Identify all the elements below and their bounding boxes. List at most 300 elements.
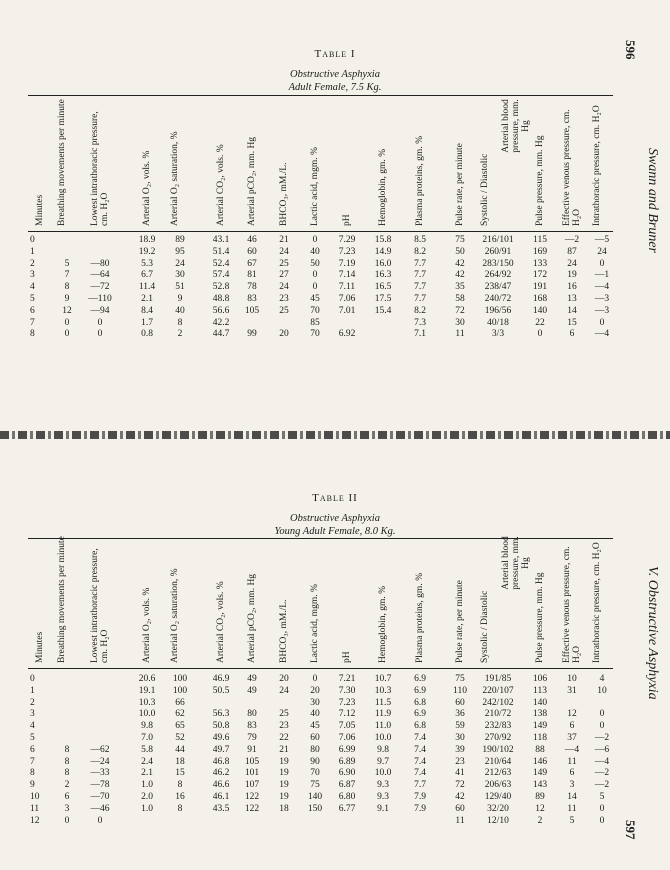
- table1-caption: [0, 48, 670, 94]
- table1-cell-r1-c8: 40: [310, 246, 320, 257]
- table1-cell-r6-c3: 8.4: [141, 305, 153, 316]
- table2-cell-r3-c13: 210/72: [484, 709, 512, 720]
- table1-cell-r4-c14: 191: [532, 282, 548, 293]
- table1-col-header-8: Lactic acid, mgm. %: [310, 147, 320, 226]
- table1-cell-r1-c9: 7.23: [338, 246, 356, 257]
- table1-cell-r1-c13: 260/91: [484, 246, 512, 257]
- table2-cell-r11-c11: 7.9: [414, 803, 426, 814]
- table2-cell-r5-c11: 7.4: [414, 733, 426, 743]
- table1-cell-r5-c14: 168: [532, 294, 548, 304]
- table2-cell-r10-c16: 5: [599, 792, 605, 802]
- table2-cell-r7-c8: 90: [310, 756, 320, 767]
- table1-cell-r8-c16: —4: [594, 329, 610, 340]
- table2-cell-r6-c2: —62: [90, 744, 110, 755]
- table2-cell-r5-c5: 49.6: [212, 733, 230, 743]
- table2-bp-header: Arterial blood pressure, mm. Hg: [501, 536, 531, 590]
- table2-cell-r4-c3: 9.8: [141, 721, 153, 732]
- table2-cell-r4-c10: 11.0: [374, 721, 392, 732]
- table1-cell-r8-c8: 70: [310, 329, 320, 340]
- table2-cell-r7-c3: 2.4: [141, 756, 153, 767]
- table1-cell-r0-c12: 75: [455, 235, 465, 245]
- table2-cell-r6-c8: 80: [310, 744, 320, 755]
- table2-cell-r3-c9: 7.12: [338, 709, 356, 720]
- table2-cell-r12-c13: 12/10: [487, 815, 509, 826]
- table1-cell-r8-c3: 0.8: [141, 329, 153, 340]
- table2-cell-r12-c14: 2: [537, 815, 543, 826]
- table1-cell-r6-c16: —3: [594, 305, 610, 316]
- table1-cell-r8-c7: 20: [279, 329, 289, 340]
- table2-cell-r12-c0: 12: [30, 815, 40, 826]
- table1-col-header-16: Intrathoracic pressure, cm. H₂O: [592, 105, 602, 226]
- table2-col-header-1: Breathing movements per minute: [57, 536, 67, 663]
- table2-cell-r1-c11: 6.9: [414, 685, 426, 696]
- table2-cell-r9-c4: 8: [177, 780, 183, 791]
- table2-cell-r9-c2: —78: [90, 780, 110, 791]
- table2-cell-r4-c15: 6: [569, 721, 575, 732]
- table1-cell-r8-c11: 7.1: [414, 329, 426, 340]
- table1-cell-r5-c3: 2.1: [141, 294, 153, 304]
- table1-col-header-1: Breathing movements per minute: [57, 99, 67, 226]
- table2-cell-r11-c3: 1.0: [141, 803, 153, 814]
- table1-cell-r7-c16: 0: [599, 317, 605, 328]
- table1-cell-r8-c0: 8: [30, 329, 35, 340]
- table2-cell-r9-c5: 46.6: [212, 780, 230, 791]
- table2-cell-r7-c2: —24: [90, 756, 110, 767]
- table2-cell-r11-c13: 32/20: [487, 803, 509, 814]
- table2-cell-r7-c4: 18: [175, 756, 185, 767]
- table2-cell-r6-c13: 190/102: [482, 744, 514, 755]
- table2-cell-r5-c10: 10.0: [374, 733, 392, 743]
- table2-label: Table II: [312, 492, 358, 504]
- table1-cell-r4-c8: 0: [312, 282, 318, 293]
- table1-cell-r0-c15: —2: [564, 235, 580, 245]
- table2-cell-r10-c3: 2.0: [141, 792, 153, 802]
- table2-cell-r9-c9: 6.87: [338, 780, 356, 791]
- table1-col-header-3: Arterial O₂, vols. %: [142, 150, 152, 226]
- table2-cell-r3-c15: 12: [567, 709, 577, 720]
- table1-cell-r6-c5: 56.6: [212, 305, 230, 316]
- table1-cell-r7-c12: 30: [455, 317, 465, 328]
- table2-cell-r11-c16: 0: [599, 803, 605, 814]
- table1-cell-r5-c8: 45: [310, 294, 320, 304]
- table1-cell-r3-c0: 3: [30, 270, 35, 281]
- table2-cell-r10-c14: 89: [535, 792, 545, 802]
- table2-cell-r8-c15: 6: [569, 768, 575, 779]
- table2-cell-r5-c14: 118: [533, 733, 547, 743]
- table2-cell-r6-c0: 6: [30, 744, 35, 755]
- table2-cell-r12-c1: 0: [64, 815, 70, 826]
- table2-cell-r7-c12: 23: [455, 756, 465, 767]
- table1-cell-r6-c0: 6: [30, 305, 35, 316]
- table2-cell-r9-c15: 3: [569, 780, 575, 791]
- table1-cell-r6-c4: 40: [175, 305, 185, 316]
- table2-cell-r10-c6: 122: [244, 792, 260, 802]
- table1-cell-r6-c11: 8.2: [414, 305, 426, 316]
- table2-cell-r1-c0: 1: [30, 685, 35, 696]
- table2-cell-r0-c14: 106: [532, 674, 548, 684]
- table1-cell-r1-c12: 50: [455, 246, 465, 257]
- table1-cell-r7-c13: 40/18: [487, 317, 509, 328]
- table1-cell-r0-c0: 0: [30, 235, 35, 245]
- table2-cell-r7-c7: 19: [279, 756, 289, 767]
- page-number-left: 596: [623, 40, 638, 60]
- table2-subtitle: Young Adult Female, 8.0 Kg.: [274, 526, 396, 537]
- table2-cell-r3-c8: 40: [310, 709, 320, 720]
- table2-cell-r0-c0: 0: [30, 674, 35, 684]
- table2-cell-r12-c12: 11: [455, 815, 465, 826]
- table1-cell-r6-c7: 25: [279, 305, 289, 316]
- table2-cell-r1-c5: 50.5: [212, 685, 230, 696]
- table2-cell-r4-c5: 50.8: [212, 721, 230, 732]
- table1-cell-r6-c10: 15.4: [374, 305, 392, 316]
- table2-cell-r8-c12: 41: [455, 768, 465, 779]
- table2-col-header-6: Arterial pCO₂, mm. Hg: [247, 573, 257, 663]
- table1-cell-r1-c10: 14.9: [374, 246, 392, 257]
- table2-col-header-7: BHCO₃, mM./L.: [279, 599, 289, 663]
- table1-col-header-0: Minutes: [35, 194, 45, 226]
- table2-cell-r6-c1: 8: [64, 744, 70, 755]
- table1-cell-r2-c6: 67: [247, 258, 257, 269]
- table2-cell-r10-c5: 46.1: [212, 792, 230, 802]
- table1-col-header-10: Hemoglobin, gm. %: [378, 148, 388, 226]
- table1-cell-r0-c14: 115: [533, 235, 547, 245]
- table2-cell-r8-c13: 212/63: [484, 768, 512, 779]
- table2-cell-r3-c6: 80: [247, 709, 257, 720]
- table2-cell-r4-c13: 232/83: [484, 721, 512, 732]
- table1-cell-r7-c15: 15: [567, 317, 577, 328]
- table2-cell-r8-c11: 7.4: [414, 768, 426, 779]
- table1-cell-r6-c1: 12: [62, 305, 72, 316]
- table2-cell-r7-c13: 210/64: [484, 756, 512, 767]
- table1-cell-r8-c13: 3/3: [491, 329, 505, 340]
- table2-cell-r9-c10: 9.3: [377, 780, 389, 791]
- table2-cell-r6-c16: —6: [594, 744, 610, 755]
- table2-cell-r10-c15: 14: [567, 792, 577, 802]
- table2-col-header-0: Minutes: [35, 631, 45, 663]
- table1-cell-r4-c6: 78: [247, 282, 257, 293]
- table2-col-header-10: Hemoglobin, gm. %: [378, 585, 388, 663]
- table2-cell-r5-c16: —2: [594, 733, 610, 743]
- table2-cell-r9-c12: 72: [455, 780, 465, 791]
- table2-col-header-2: Lowest intrathoracic pressure, cm. H₂O: [90, 548, 110, 663]
- table1-bp-header: Arterial blood pressure, mm. Hg: [501, 99, 531, 153]
- table2-cell-r1-c13: 220/107: [482, 685, 514, 696]
- table2-cell-r9-c1: 2: [64, 780, 70, 791]
- table2-cell-r7-c1: 8: [64, 756, 70, 767]
- table1-title: Obstructive Asphyxia: [290, 69, 380, 80]
- table1-cell-r2-c0: 2: [30, 258, 35, 269]
- table1-cell-r2-c16: 0: [599, 258, 605, 269]
- table2-cell-r2-c14: 140: [532, 697, 548, 708]
- table1-cell-r7-c4: 8: [177, 317, 183, 328]
- table2-cell-r11-c7: 18: [279, 803, 289, 814]
- table2-cell-r10-c12: 42: [455, 792, 465, 802]
- table1-cell-r2-c12: 42: [455, 258, 465, 269]
- table2-cell-r8-c2: —33: [90, 768, 110, 779]
- table2-cell-r2-c0: 2: [30, 697, 35, 708]
- table2-cell-r6-c14: 88: [535, 744, 545, 755]
- table2-cell-r8-c1: 8: [64, 768, 70, 779]
- table2-cell-r3-c11: 6.9: [414, 709, 426, 720]
- table1-cell-r5-c1: 9: [64, 294, 70, 304]
- table1-cell-r6-c2: —94: [90, 305, 110, 316]
- table1-cell-r5-c0: 5: [30, 294, 35, 304]
- table1-col-header-2: Lowest intrathoracic pressure, cm. H₂O: [90, 111, 110, 226]
- table1-cell-r1-c3: 19.2: [138, 246, 156, 257]
- table2-cell-r8-c14: 149: [532, 768, 548, 779]
- table2-cell-r2-c8: 30: [310, 697, 320, 708]
- table1-cell-r4-c11: 7.7: [414, 282, 426, 293]
- table2-cell-r0-c9: 7.21: [338, 674, 356, 684]
- table1-cell-r8-c4: 2: [177, 329, 183, 340]
- table1-cell-r1-c5: 51.4: [212, 246, 230, 257]
- table2-cell-r2-c10: 11.5: [374, 697, 392, 708]
- table2-cell-r4-c12: 59: [455, 721, 465, 732]
- table1-cell-r5-c5: 48.8: [212, 294, 230, 304]
- table1-cell-r3-c4: 30: [175, 270, 185, 281]
- table1-cell-r0-c8: 0: [312, 235, 318, 245]
- table1-cell-r4-c3: 11.4: [138, 282, 156, 293]
- table2-header-rule: [28, 668, 613, 669]
- table2-cell-r11-c0: 11: [30, 803, 40, 814]
- table2-cell-r9-c0: 9: [30, 780, 35, 791]
- table1-cell-r2-c13: 283/150: [482, 258, 514, 269]
- table2-col-header-4: Arterial O₂ saturation, %: [170, 568, 180, 663]
- table2-cell-r12-c2: 0: [97, 815, 103, 826]
- table1-cell-r3-c8: 0: [312, 270, 318, 281]
- table1-cell-r5-c2: —110: [88, 294, 112, 304]
- table1-cell-r3-c5: 57.4: [212, 270, 230, 281]
- table2-cell-r3-c3: 10.0: [138, 709, 156, 720]
- table2-cell-r2-c11: 6.8: [414, 697, 426, 708]
- running-head-authors: Swann and Bruner: [645, 148, 660, 253]
- table2-cell-r8-c8: 70: [310, 768, 320, 779]
- table2-cell-r0-c7: 20: [279, 674, 289, 684]
- table2-col-header-9: pH: [342, 651, 352, 663]
- table1-cell-r4-c5: 52.8: [212, 282, 230, 293]
- table2-cell-r3-c10: 11.9: [374, 709, 392, 720]
- table2-cell-r1-c14: 113: [533, 685, 547, 696]
- table1-cell-r3-c11: 7.7: [414, 270, 426, 281]
- table2-cell-r7-c5: 46.8: [212, 756, 230, 767]
- table1-cell-r4-c7: 24: [279, 282, 289, 293]
- table2-cell-r0-c15: 10: [567, 674, 577, 684]
- table2-cell-r7-c6: 105: [244, 756, 260, 767]
- table1-cell-r0-c11: 8.5: [414, 235, 426, 245]
- table1-cell-r2-c9: 7.19: [338, 258, 356, 269]
- table1-cell-r3-c14: 172: [532, 270, 548, 281]
- table2-cell-r11-c12: 60: [455, 803, 465, 814]
- table2-cell-r9-c8: 75: [310, 780, 320, 791]
- table1-cell-r7-c8: 85: [310, 317, 320, 328]
- table2-cell-r4-c6: 83: [247, 721, 257, 732]
- table1-cell-r2-c15: 24: [567, 258, 577, 269]
- table1-cell-r2-c3: 5.3: [141, 258, 153, 269]
- table1-cell-r2-c5: 52.4: [212, 258, 230, 269]
- table1-cell-r7-c2: 0: [97, 317, 103, 328]
- table2-col-header-8: Lactic acid, mgm. %: [310, 584, 320, 663]
- table2-cell-r11-c6: 122: [244, 803, 260, 814]
- table2-cell-r4-c4: 65: [175, 721, 185, 732]
- table2-cell-r0-c5: 46.9: [212, 674, 230, 684]
- table1-cell-r0-c9: 7.29: [338, 235, 356, 245]
- table2-cell-r5-c13: 270/92: [484, 733, 512, 743]
- table1-cell-r8-c2: 0: [97, 329, 103, 340]
- table1-cell-r5-c12: 58: [455, 294, 465, 304]
- table2-cell-r0-c6: 49: [247, 674, 257, 684]
- table1-cell-r8-c15: 6: [569, 329, 575, 340]
- table2-cell-r7-c9: 6.89: [338, 756, 356, 767]
- table2-cell-r10-c1: 6: [64, 792, 70, 802]
- table2-cell-r2-c3: 10.3: [138, 697, 156, 708]
- table1-cell-r4-c15: 16: [567, 282, 577, 293]
- table2-cell-r5-c0: 5: [30, 733, 35, 743]
- table2-cell-r2-c4: 66: [175, 697, 185, 708]
- table2-cell-r11-c5: 43.5: [212, 803, 230, 814]
- table1-cell-r5-c6: 83: [247, 294, 257, 304]
- table2-cell-r7-c10: 9.7: [377, 756, 389, 767]
- table2-cell-r1-c3: 19.1: [138, 685, 156, 696]
- table1-cell-r2-c2: —80: [90, 258, 110, 269]
- table2-cell-r5-c8: 60: [310, 733, 320, 743]
- table1-cell-r0-c6: 46: [247, 235, 257, 245]
- table1-cell-r1-c15: 87: [567, 246, 577, 257]
- table1-cell-r3-c6: 81: [247, 270, 257, 281]
- table1-cell-r5-c16: —3: [594, 294, 610, 304]
- table1-cell-r5-c13: 240/72: [484, 294, 512, 304]
- table1-cell-r3-c12: 42: [455, 270, 465, 281]
- table1-cell-r6-c13: 196/56: [484, 305, 512, 316]
- table2-col-header-5: Arterial CO₂, vols. %: [216, 581, 226, 663]
- table1-cell-r7-c5: 42.2: [212, 317, 230, 328]
- table1-col-header-11: Plasma proteins, gm. %: [415, 136, 425, 226]
- table1-systolic-diastolic-header: Systolic / Diastolic: [480, 153, 490, 226]
- table1-cell-r8-c12: 11: [455, 329, 465, 340]
- table2-cell-r8-c6: 101: [244, 768, 260, 779]
- table2-cell-r3-c4: 62: [175, 709, 185, 720]
- table1-col-header-7: BHCO₃, mM./L.: [279, 162, 289, 226]
- table1-cell-r6-c6: 105: [244, 305, 260, 316]
- table1-cell-r0-c7: 21: [279, 235, 289, 245]
- table2-systolic-diastolic-header: Systolic / Diastolic: [480, 590, 490, 663]
- table2-cell-r10-c0: 10: [30, 792, 40, 802]
- table1-label: Table I: [314, 48, 356, 60]
- table2-cell-r11-c4: 8: [177, 803, 183, 814]
- table2-cell-r4-c8: 45: [310, 721, 320, 732]
- table2-cell-r6-c7: 21: [279, 744, 289, 755]
- table2-cell-r10-c4: 16: [175, 792, 185, 802]
- table2-cell-r0-c12: 75: [455, 674, 465, 684]
- table1-cell-r7-c0: 7: [30, 317, 35, 328]
- table1-cell-r5-c11: 7.7: [414, 294, 426, 304]
- table1-cell-r7-c3: 1.7: [141, 317, 153, 328]
- table2-cell-r3-c14: 138: [532, 709, 548, 720]
- table1-col-header-5: Arterial CO₂, vols. %: [216, 144, 226, 226]
- table1-cell-r3-c9: 7.14: [338, 270, 356, 281]
- table2-cell-r9-c7: 19: [279, 780, 289, 791]
- table2-cell-r12-c16: 0: [599, 815, 605, 826]
- table1-cell-r7-c11: 7.3: [414, 317, 426, 328]
- table1-col-header-15: Effective venous pressure, cm. H₂O: [562, 109, 582, 226]
- table2-cell-r4-c11: 6.8: [414, 721, 426, 732]
- table2-cell-r8-c10: 10.0: [374, 768, 392, 779]
- table2-cell-r4-c16: 0: [599, 721, 605, 732]
- table2-cell-r2-c9: 7.23: [338, 697, 356, 708]
- table1-cell-r8-c5: 44.7: [212, 329, 230, 340]
- table1-col-header-6: Arterial pCO₂, mm. Hg: [247, 136, 257, 226]
- table2-cell-r3-c7: 25: [279, 709, 289, 720]
- table2-cell-r6-c11: 7.4: [414, 744, 426, 755]
- table2-cell-r4-c7: 23: [279, 721, 289, 732]
- table1-cell-r8-c14: 0: [537, 329, 543, 340]
- table2-cell-r10-c10: 9.3: [377, 792, 389, 802]
- table1-cell-r5-c7: 23: [279, 294, 289, 304]
- table1-cell-r6-c12: 72: [455, 305, 465, 316]
- table1-cell-r2-c7: 25: [279, 258, 289, 269]
- table1-cell-r3-c15: 19: [567, 270, 577, 281]
- table2-cell-r5-c4: 52: [175, 733, 185, 743]
- table2-cell-r9-c3: 1.0: [141, 780, 153, 791]
- table1-cell-r5-c4: 9: [177, 294, 183, 304]
- table2-cell-r0-c13: 191/85: [484, 674, 512, 684]
- table2-cell-r0-c11: 6.9: [414, 674, 426, 684]
- table2-cell-r3-c12: 36: [455, 709, 465, 720]
- table1-cell-r0-c3: 18.9: [138, 235, 156, 245]
- table1-cell-r2-c4: 24: [175, 258, 185, 269]
- table1-cell-r6-c15: 14: [567, 305, 577, 316]
- table2-cell-r7-c14: 146: [532, 756, 548, 767]
- table2-cell-r11-c14: 12: [535, 803, 545, 814]
- table2-cell-r0-c3: 20.6: [138, 674, 156, 684]
- table2-col-header-12: Pulse rate, per minute: [455, 580, 465, 663]
- table1-cell-r4-c0: 4: [30, 282, 35, 293]
- table1-col-header-12: Pulse rate, per minute: [455, 143, 465, 226]
- table1-cell-r4-c12: 35: [455, 282, 465, 293]
- table2-cell-r5-c12: 30: [455, 733, 465, 743]
- table2-cell-r10-c7: 19: [279, 792, 289, 802]
- table1-cell-r1-c7: 24: [279, 246, 289, 257]
- table1-cell-r2-c11: 7.7: [414, 258, 426, 269]
- table1-cell-r2-c8: 50: [310, 258, 320, 269]
- table1-header-rule: [28, 231, 613, 232]
- table2-cell-r6-c10: 9.8: [377, 744, 389, 755]
- table1-cell-r2-c14: 133: [532, 258, 548, 269]
- table2-cell-r6-c9: 6.99: [338, 744, 356, 755]
- table2-cell-r8-c7: 19: [279, 768, 289, 779]
- table1-cell-r1-c6: 60: [247, 246, 257, 257]
- table2-cell-r7-c0: 7: [30, 756, 35, 767]
- table2-cell-r3-c0: 3: [30, 709, 35, 720]
- table2-cell-r11-c8: 150: [307, 803, 323, 814]
- table1-cell-r3-c3: 6.7: [141, 270, 153, 281]
- table2-col-header-3: Arterial O₂, vols. %: [142, 587, 152, 663]
- table1-cell-r6-c14: 140: [532, 305, 548, 316]
- table2-cell-r8-c5: 46.2: [212, 768, 230, 779]
- table2-cell-r5-c7: 22: [279, 733, 289, 743]
- table1-cell-r7-c1: 0: [64, 317, 70, 328]
- table2-cell-r1-c12: 110: [453, 685, 467, 696]
- table1-cell-r8-c6: 99: [247, 329, 257, 340]
- table1-cell-r1-c11: 8.2: [414, 246, 426, 257]
- table2-cell-r11-c9: 6.77: [338, 803, 356, 814]
- table2-cell-r3-c5: 56.3: [212, 709, 230, 720]
- table2-cell-r1-c6: 49: [247, 685, 257, 696]
- table2-cell-r10-c9: 6.80: [338, 792, 356, 802]
- page-number-right: 597: [623, 820, 638, 840]
- table2-cell-r9-c13: 206/63: [484, 780, 512, 791]
- table1-cell-r3-c2: —64: [90, 270, 110, 281]
- table2-col-header-14: Pulse pressure, mm. Hg: [535, 572, 545, 663]
